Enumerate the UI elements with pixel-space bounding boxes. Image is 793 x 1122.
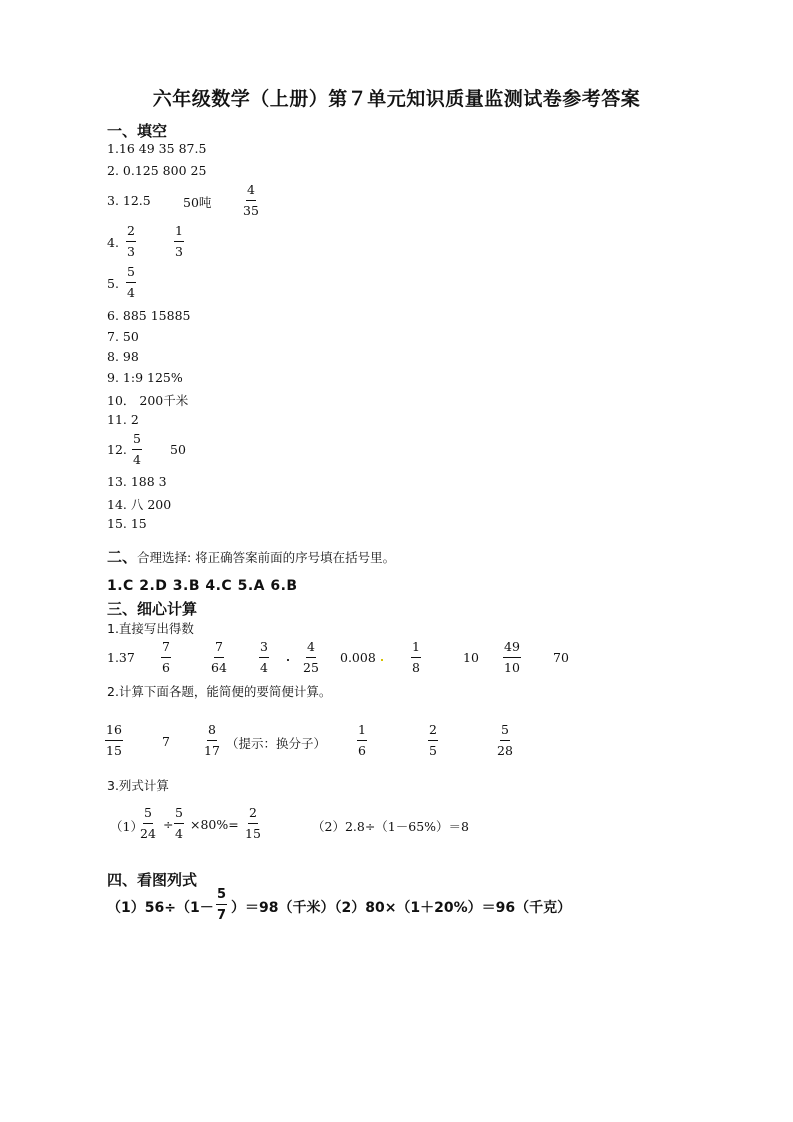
part-3a-expression: ×80%= (190, 817, 239, 832)
denominator: 35 (243, 202, 259, 218)
numerator: 8 (207, 724, 217, 741)
numerator: 5 (500, 724, 510, 741)
numerator: 2 (248, 807, 258, 824)
numerator: 49 (503, 641, 521, 658)
section-3-heading: 三、细心计算 (107, 600, 198, 618)
division-sign: ÷ (163, 817, 174, 832)
answer-12-fraction (132, 433, 142, 466)
denominator: 28 (497, 742, 513, 758)
part-3a-fraction-1 (140, 807, 156, 840)
part-2-hint: （提示：换分子） (226, 736, 327, 751)
answer-12-prefix: 12. (107, 442, 127, 457)
denominator: 6 (162, 659, 170, 675)
numerator: 7 (161, 641, 171, 658)
denominator: 8 (412, 659, 420, 675)
answer-13: 13. 188 3 (107, 474, 167, 489)
answer-11: 11. 2 (107, 412, 139, 427)
denominator: 7 (217, 908, 227, 923)
part-1-value-2: 0.008 (340, 650, 376, 665)
numerator: 4 (306, 641, 316, 658)
part-1-value-1: 1.37 (107, 650, 135, 665)
numerator: 5 (132, 433, 142, 450)
part-3b-expression: （2）2.8÷（1－65%）＝8 (312, 819, 469, 834)
part-2-fraction-3 (357, 724, 367, 757)
denominator: 6 (358, 742, 366, 758)
numerator: 2 (126, 225, 136, 242)
part-2-fraction-2 (204, 724, 220, 757)
denominator: 5 (429, 742, 437, 758)
part-1-fraction-6 (503, 641, 521, 674)
answer-4-prefix: 4. (107, 235, 119, 250)
denominator: 64 (211, 659, 227, 675)
part-1-fraction-1 (161, 641, 171, 674)
denominator: 4 (175, 825, 183, 841)
part-1-value-4: 70 (553, 650, 569, 665)
numerator: 1 (174, 225, 184, 242)
denominator: 4 (260, 659, 268, 675)
part-3a-fraction-3 (245, 807, 261, 840)
answer-4-fraction-2 (174, 225, 184, 258)
numerator: 5 (216, 888, 227, 905)
numerator: 5 (126, 266, 136, 283)
answer-4-fraction-1 (126, 225, 136, 258)
numerator: 1 (411, 641, 421, 658)
numerator: 1 (357, 724, 367, 741)
section-3-part-2-label: 2.计算下面各题，能简便的要简便计算。 (107, 684, 332, 699)
section-3-part-1-label: 1.直接写出得数 (107, 621, 194, 636)
section-4-fraction (216, 888, 227, 922)
denominator: 17 (204, 742, 220, 758)
numerator: 4 (246, 184, 256, 201)
answer-6: 6. 885 15885 (107, 308, 191, 323)
denominator: 4 (127, 284, 135, 300)
denominator: 3 (127, 243, 135, 259)
answer-3-fraction (243, 184, 259, 217)
denominator: 15 (245, 825, 261, 841)
part-2-fraction-4 (428, 724, 438, 757)
section-2-heading-number: 二、 (107, 548, 138, 566)
section-1-heading: 一、填空 (107, 122, 168, 140)
part-2-value-1: 7 (162, 734, 170, 749)
part-1-fraction-4 (303, 641, 319, 674)
answer-5-fraction (126, 266, 136, 299)
part-2-fraction-5 (497, 724, 513, 757)
denominator: 10 (504, 659, 520, 675)
part-3a-label: （1） (110, 819, 143, 834)
part-1-fraction-3 (259, 641, 269, 674)
numerator: 16 (105, 724, 123, 741)
part-1-value-3: 10 (463, 650, 479, 665)
page-title: 六年级数学（上册）第７单元知识质量监测试卷参考答案 (152, 88, 641, 110)
section-3-part-3-label: 3.列式计算 (107, 778, 169, 793)
answer-5-prefix: 5. (107, 276, 119, 291)
answer-8: 8. 98 (107, 349, 139, 364)
part-2-fraction-1 (105, 724, 123, 757)
denominator: 3 (175, 243, 183, 259)
answer-3-prefix: 3. 12.5 (107, 193, 151, 208)
section-4-answer-end: ）＝98（千米）（2）80×（1＋20%）＝96（千克） (231, 900, 572, 916)
answer-1: 1.16 49 35 87.5 (107, 141, 207, 156)
answer-10: 10． 200千米 (107, 393, 189, 408)
answer-12-value: 50 (170, 442, 186, 457)
denominator: 25 (303, 659, 319, 675)
answer-9: 9. 1:9 125% (107, 370, 183, 385)
numerator: 3 (259, 641, 269, 658)
numerator: 5 (143, 807, 153, 824)
part-1-fraction-2 (211, 641, 227, 674)
answer-15: 15. 15 (107, 516, 147, 531)
section-2-answers: 1.C 2.D 3.B 4.C 5.A 6.B (107, 578, 298, 594)
part-3a-fraction-2 (174, 807, 184, 840)
section-2-heading-text: 合理选择: 将正确答案前面的序号填在括号里。 (137, 550, 396, 565)
dot-mark (381, 659, 383, 661)
answer-2: 2. 0.125 800 25 (107, 163, 207, 178)
denominator: 4 (133, 451, 141, 467)
answer-7: 7. 50 (107, 329, 139, 344)
section-4-answer-start: （1）56÷（1－ (107, 900, 214, 916)
section-4-heading: 四、看图列式 (107, 871, 198, 889)
denominator: 24 (140, 825, 156, 841)
answer-3-weight: 50吨 (183, 195, 212, 210)
denominator: 15 (106, 742, 122, 758)
dot-mark (287, 659, 289, 661)
part-1-fraction-5 (411, 641, 421, 674)
answer-14: 14. 八 200 (107, 497, 172, 512)
numerator: 5 (174, 807, 184, 824)
numerator: 7 (214, 641, 224, 658)
numerator: 2 (428, 724, 438, 741)
